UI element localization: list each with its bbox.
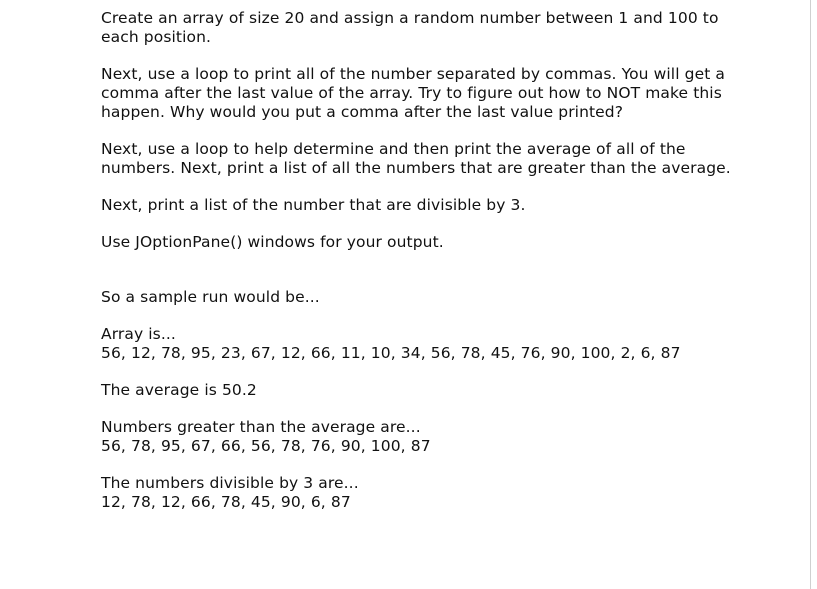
text-line: Numbers greater than the average are... bbox=[101, 418, 421, 436]
text-line: Next, use a loop to print all of the number separated by commas. You will get a bbox=[101, 65, 726, 83]
instruction-joptionpane bbox=[101, 233, 741, 252]
assignment-document bbox=[101, 9, 741, 530]
text-line: Next, use a loop to help determine and then print the average of all of the bbox=[101, 140, 686, 158]
sample-average bbox=[101, 381, 741, 400]
text-line: comma after the last value of the array. Try to figure out how to NOT make this bbox=[101, 84, 722, 102]
text-line: Create an array of size 20 and assign a random number between 1 and 100 to bbox=[101, 9, 719, 27]
text-line: happen. Why would you put a comma after the last value printed? bbox=[101, 103, 624, 121]
text-line: Use JOptionPane() windows for your output. bbox=[101, 233, 444, 251]
divisible-values: 12, 78, 12, 66, 78, 45, 90, 6, 87 bbox=[101, 493, 351, 511]
text-line: Array is... bbox=[101, 325, 176, 343]
instruction-divisible bbox=[101, 196, 741, 215]
array-values: 56, 12, 78, 95, 23, 67, 12, 66, 11, 10, 34, 56, 78, 45, 76, 90, 100, 2, 6, 87 bbox=[101, 344, 681, 362]
text-line: So a sample run would be... bbox=[101, 288, 320, 306]
average-line: The average is 50.2 bbox=[101, 381, 257, 399]
sample-run-intro bbox=[101, 288, 741, 307]
instruction-print-commas bbox=[101, 65, 741, 122]
sample-divisible bbox=[101, 474, 741, 512]
text-line: each position. bbox=[101, 28, 212, 46]
greater-values: 56, 78, 95, 67, 66, 56, 78, 76, 90, 100, 87 bbox=[101, 437, 431, 455]
instruction-average bbox=[101, 140, 741, 178]
section-spacer bbox=[101, 270, 741, 288]
text-line: The numbers divisible by 3 are... bbox=[101, 474, 359, 492]
sample-greater bbox=[101, 418, 741, 456]
sample-array bbox=[101, 325, 741, 363]
text-line: numbers. Next, print a list of all the numbers that are greater than the average. bbox=[101, 159, 731, 177]
page-edge-rule bbox=[810, 0, 811, 589]
instruction-create-array bbox=[101, 9, 741, 47]
text-line: Next, print a list of the number that are divisible by 3. bbox=[101, 196, 526, 214]
